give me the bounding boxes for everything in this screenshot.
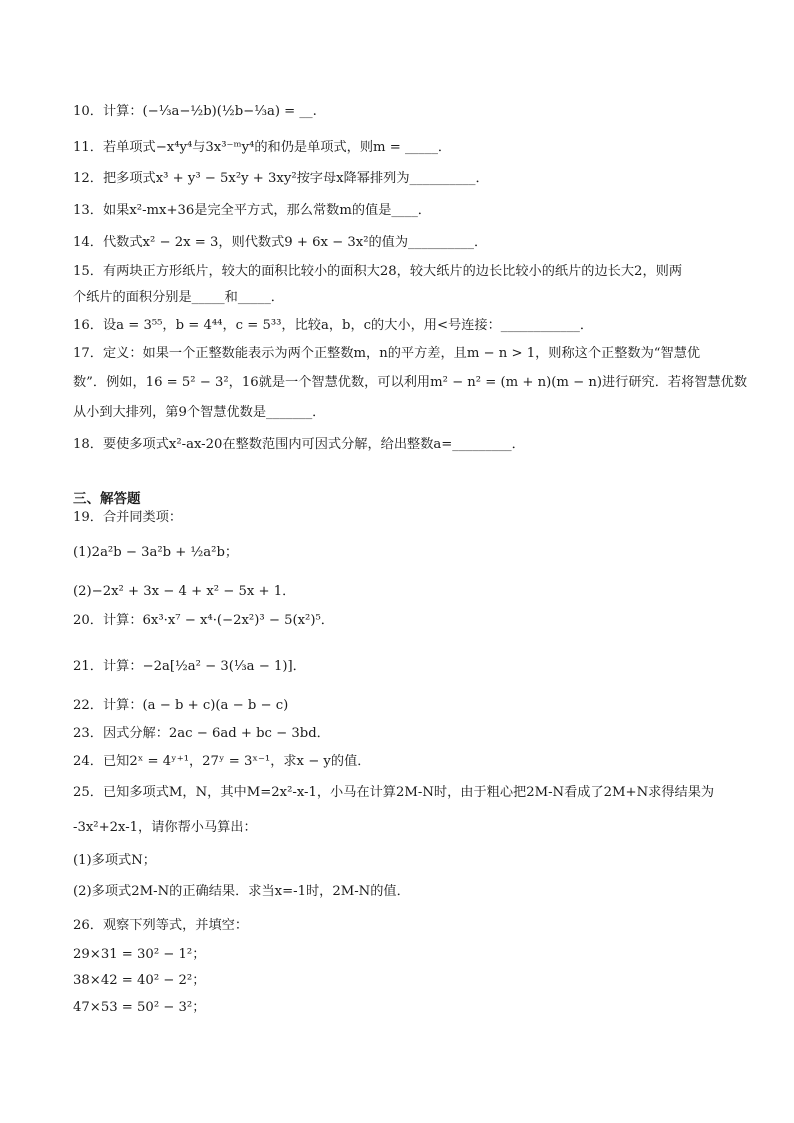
question-16: 16．设a = 3⁵⁵，b = 4⁴⁴，c = 5³³，比较a，b，c的大小，用<号连接：____________．	[73, 318, 594, 333]
equation-2: 38×42 = 40² − 2²；	[73, 973, 206, 988]
question-14: 14．代数式x² − 2x = 3，则代数式9 + 6x − 3x²的值为__________．	[73, 235, 488, 250]
question-18: 18．要使多项式x²-ax-20在整数范围内可因式分解，给出整数a=_________．	[73, 437, 525, 452]
question-19-2: (2)−2x² + 3x − 4 + x² − 5x + 1．	[73, 584, 296, 599]
question-25-2: (2)多项式2M-N的正确结果．求当x=-1时，2M-N的值．	[73, 884, 410, 899]
question-24: 24．已知2ˣ = 4ʸ⁺¹，27ʸ = 3ˣ⁻¹，求x − y的值．	[73, 754, 371, 769]
question-21: 21．计算：−2a[½a² − 3(⅓a − 1)]．	[73, 659, 306, 674]
section-title: 三、解答题	[73, 491, 141, 507]
question-25-line2: -3x²+2x-1，请你帮小马算出：	[73, 820, 257, 835]
question-26: 26．观察下列等式，并填空：	[73, 918, 249, 933]
question-12: 12．把多项式x³ + y³ − 5x²y + 3xy²按字母x降幂排列为__________．	[73, 171, 489, 186]
equation-3: 47×53 = 50² − 3²；	[73, 1000, 206, 1015]
question-11: 11．若单项式−x⁴y⁴与3x³⁻ᵐy⁴的和仍是单项式，则m = _____．	[73, 140, 452, 155]
question-19-1: (1)2a²b − 3a²b + ½a²b；	[73, 545, 239, 560]
question-25-line1: 25．已知多项式M，N，其中M=2x²-x-1，小马在计算2M-N时，由于粗心把2M-N看成了2M+N求得结果为	[73, 785, 715, 800]
question-20: 20．计算：6x³·x⁷ − x⁴·(−2x²)³ − 5(x²)⁵．	[73, 613, 334, 628]
question-17-line2: 数”．例如，16 = 5² − 3²，16就是一个智慧优数，可以利用m² − n² = (m + n)(m − n)进行研究．若将智慧优数	[73, 375, 748, 390]
question-15-line1: 15．有两块正方形纸片，较大的面积比较小的面积大28，较大纸片的边长比较小的纸片的边长大2，则两	[73, 264, 683, 279]
question-25-1: (1)多项式N；	[73, 853, 156, 868]
question-19: 19．合并同类项：	[73, 510, 183, 525]
question-22: 22．计算：(a − b + c)(a − b − c)	[73, 698, 289, 713]
question-17-line1: 17．定义：如果一个正整数能表示为两个正整数m，n的平方差，且m − n > 1，则称这个正整数为“智慧优	[73, 346, 701, 361]
equation-1: 29×31 = 30² − 1²；	[73, 947, 206, 962]
question-10: 10．计算：(−⅓a−½b)(½b−⅓a) = __.	[73, 104, 317, 119]
question-17-line3: 从小到大排列，第9个智慧优数是_______．	[73, 405, 326, 420]
question-15-line2: 个纸片的面积分别是_____和_____．	[73, 290, 284, 305]
question-13: 13．如果x²-mx+36是完全平方式，那么常数m的值是____．	[73, 203, 431, 218]
question-23: 23．因式分解：2ac − 6ad + bc − 3bd．	[73, 726, 330, 741]
